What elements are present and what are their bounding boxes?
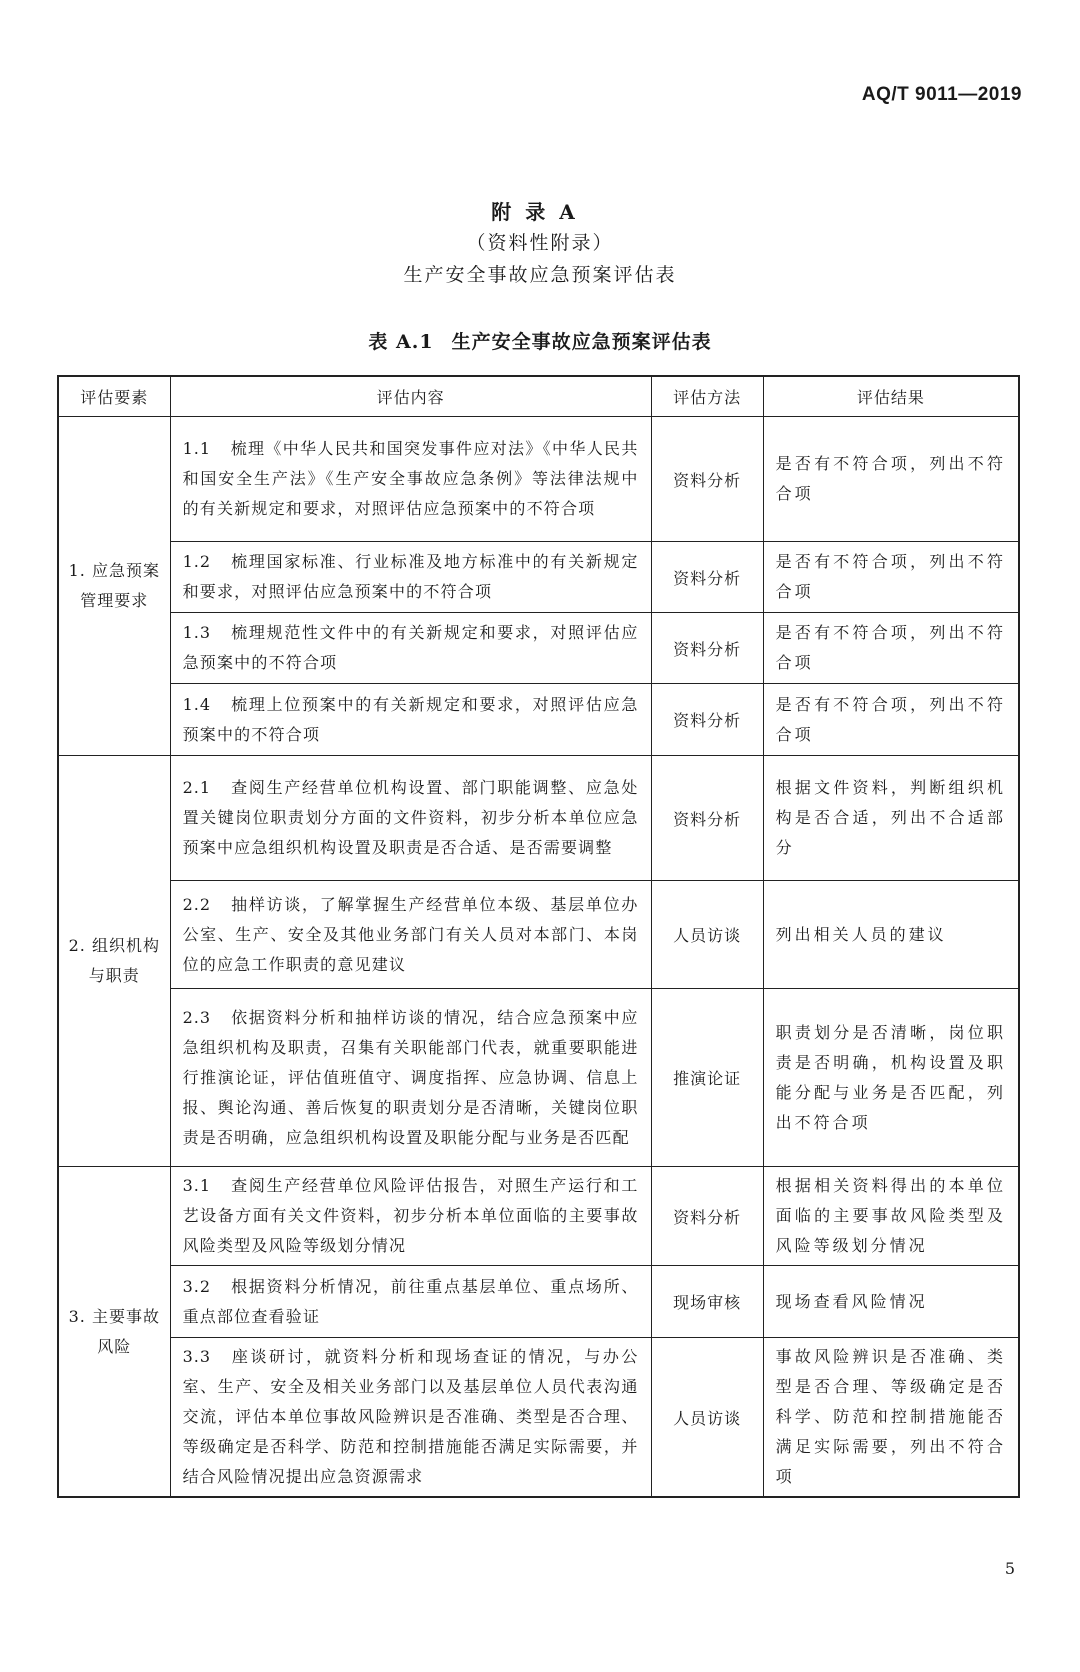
appendix-type: （资料性附录）	[466, 232, 614, 254]
table-caption	[0, 327, 1080, 354]
column-header: 评估要素	[58, 376, 170, 417]
content-cell	[170, 613, 651, 684]
item-content: 梳理上位预案中的有关新规定和要求，对照评估应急预案中的不符合项	[182, 694, 639, 744]
table-row	[58, 542, 1019, 613]
result-cell: 事故风险辨识是否准确、类型是否合理、等级确定是否科学、防范和控制措施能否满足实际需要，列出不符合项	[763, 1338, 1019, 1498]
content-cell	[170, 542, 651, 613]
method-cell: 资料分析	[651, 684, 763, 756]
result-cell: 是否有不符合项，列出不符合项	[763, 684, 1019, 756]
item-content: 查阅生产经营单位风险评估报告，对照生产运行和工艺设备方面有关文件资料，初步分析本单位面临的主要事故风险类型及风险等级划分情况	[182, 1176, 639, 1255]
content-cell	[170, 756, 651, 881]
item-content: 梳理《中华人民共和国突发事件应对法》《中华人民共和国安全生产法》《生产安全事故应急条例》等法律法规中的有关新规定和要求，对照评估应急预案中的不符合项	[182, 439, 639, 518]
appendix-heading: 附录A	[491, 200, 589, 224]
evaluation-table	[57, 375, 1020, 1498]
element-cell: 2. 组织机构与职责	[58, 756, 170, 1167]
table-row	[58, 417, 1019, 542]
column-header: 评估内容	[170, 376, 651, 417]
column-header: 评估结果	[763, 376, 1019, 417]
table-row	[58, 1266, 1019, 1338]
result-cell: 是否有不符合项，列出不符合项	[763, 613, 1019, 684]
item-content: 座谈研讨，就资料分析和现场查证的情况，与办公室、生产、安全及相关业务部门以及基层单位人员代表沟通交流，评估本单位事故风险辨识是否准确、类型是否合理、等级确定是否科学、防范和控制措施能否满足实际需要，并结合风险情况提出应急资源需求	[182, 1347, 639, 1486]
element-cell: 1. 应急预案管理要求	[58, 417, 170, 756]
item-number: 2.1	[182, 778, 212, 797]
method-cell: 现场审核	[651, 1266, 763, 1338]
content-cell	[170, 881, 651, 989]
method-cell: 资料分析	[651, 542, 763, 613]
item-content: 梳理规范性文件中的有关新规定和要求，对照评估应急预案中的不符合项	[182, 623, 639, 672]
content-cell	[170, 1167, 651, 1266]
result-cell: 现场查看风险情况	[763, 1266, 1019, 1338]
page-number: 5	[1004, 1559, 1015, 1578]
item-number: 1.2	[182, 552, 212, 571]
item-number: 3.2	[182, 1276, 212, 1296]
column-header: 评估方法	[651, 376, 763, 417]
table-row	[58, 1338, 1019, 1498]
method-cell: 资料分析	[651, 417, 763, 542]
element-cell: 3. 主要事故风险	[58, 1167, 170, 1498]
result-cell: 是否有不符合项，列出不符合项	[763, 542, 1019, 613]
item-number: 3.1	[182, 1176, 212, 1195]
content-cell	[170, 1266, 651, 1338]
result-cell: 是否有不符合项，列出不符合项	[763, 417, 1019, 542]
table-title: 生产安全事故应急预案评估表	[451, 331, 712, 353]
result-cell: 列出相关人员的建议	[763, 881, 1019, 989]
item-content: 依据资料分析和抽样访谈的情况，结合应急预案中应急组织机构及职责，召集有关职能部门代表，就重要职能进行推演论证，评估值班值守、调度指挥、应急协调、信息上报、舆论沟通、善后恢复的职责划分是否清晰，关键岗位职责是否明确，应急组织机构设置及职能分配与业务是否匹配	[182, 1007, 639, 1147]
item-content: 抽样访谈，了解掌握生产经营单位本级、基层单位办公室、生产、安全及其他业务部门有关人员对本部门、本岗位的应急工作职责的意见建议	[182, 894, 639, 974]
table-label: 表 A.1	[368, 331, 434, 353]
result-cell: 根据文件资料，判断组织机构是否合适，列出不合适部分	[763, 756, 1019, 881]
method-cell: 推演论证	[651, 989, 763, 1167]
document-code: AQ/T 9011—2019	[861, 84, 1022, 105]
content-cell	[170, 417, 651, 542]
method-cell: 人员访谈	[651, 1338, 763, 1498]
content-cell	[170, 1338, 651, 1498]
item-content: 查阅生产经营单位机构设置、部门职能调整、应急处置关键岗位职责划分方面的文件资料，初步分析本单位应急预案中应急组织机构设置及职责是否合适、是否需要调整	[182, 778, 639, 857]
table-row	[58, 989, 1019, 1167]
item-number: 2.2	[182, 894, 212, 914]
item-number: 1.4	[182, 694, 212, 714]
method-cell: 资料分析	[651, 613, 763, 684]
table-row	[58, 1167, 1019, 1266]
table-header-row	[58, 376, 1019, 417]
item-number: 1.1	[182, 439, 212, 458]
result-cell: 根据相关资料得出的本单位面临的主要事故风险类型及风险等级划分情况	[763, 1167, 1019, 1266]
content-cell	[170, 989, 651, 1167]
table-row	[58, 756, 1019, 881]
method-cell: 资料分析	[651, 1167, 763, 1266]
item-number: 1.3	[182, 623, 212, 642]
table-row	[58, 613, 1019, 684]
method-cell: 资料分析	[651, 756, 763, 881]
table-row	[58, 881, 1019, 989]
appendix-title: 生产安全事故应急预案评估表	[403, 264, 677, 286]
item-content: 根据资料分析情况，前往重点基层单位、重点场所、重点部位查看验证	[182, 1276, 639, 1326]
result-cell: 职责划分是否清晰，岗位职责是否明确，机构设置及职能分配与业务是否匹配，列出不符合项	[763, 989, 1019, 1167]
item-number: 3.3	[182, 1347, 212, 1366]
table-row	[58, 684, 1019, 756]
method-cell: 人员访谈	[651, 881, 763, 989]
item-number: 2.3	[182, 1007, 212, 1027]
item-content: 梳理国家标准、行业标准及地方标准中的有关新规定和要求，对照评估应急预案中的不符合项	[182, 552, 639, 601]
content-cell	[170, 684, 651, 756]
